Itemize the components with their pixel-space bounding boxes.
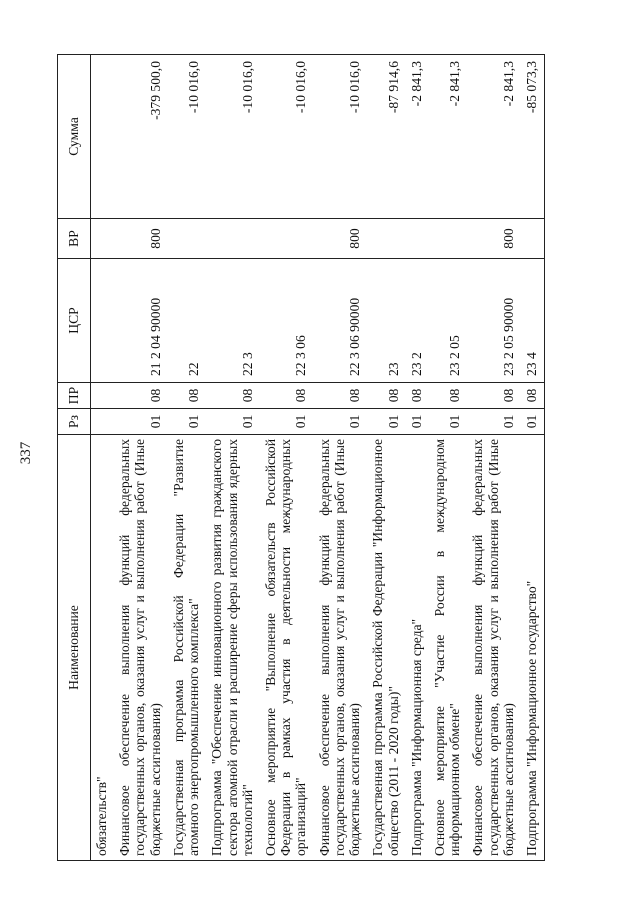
cell-csr: 22 3	[206, 259, 260, 383]
table-row	[406, 55, 429, 861]
page-number: 337	[17, 441, 34, 465]
cell-sum: -85 073,3	[521, 55, 545, 219]
cell-name: Финансовое обеспечение выполнения функций федеральных государственных органов, оказания услуг и выполнения работ (Иные бюджетные ассигнования)	[314, 435, 368, 861]
cell-name: Основное мероприятие "Участие России в международном информационном обмене"	[429, 435, 467, 861]
cell-vr: 800	[314, 219, 368, 259]
cell-sum: -10 016,0	[314, 55, 368, 219]
cell-vr	[260, 219, 314, 259]
cell-name: Финансовое обеспечение выполнения функций федеральных государственных органов, оказания услуг и выполнения работ (Иные бюджетные ассигнования)	[467, 435, 521, 861]
table-body	[91, 55, 545, 861]
header-name: Наименование	[58, 435, 91, 861]
table-row	[168, 55, 206, 861]
cell-pr: 08	[314, 383, 368, 409]
cell-csr: 22 3 06 90000	[314, 259, 368, 383]
table-row	[467, 55, 521, 861]
cell-vr: 800	[467, 219, 521, 259]
cell-csr: 22	[168, 259, 206, 383]
table-header-row	[58, 55, 91, 861]
cell-sum: -2 841,3	[429, 55, 467, 219]
cell-vr	[367, 219, 405, 259]
cell-rz: 01	[406, 409, 429, 435]
cell-csr: 22 3 06	[260, 259, 314, 383]
cell-sum: -87 914,6	[367, 55, 405, 219]
header-csr: ЦСР	[58, 259, 91, 383]
cell-sum: -10 016,0	[206, 55, 260, 219]
cell-rz: 01	[114, 409, 168, 435]
cell-pr: 08	[367, 383, 405, 409]
cell-rz: 01	[429, 409, 467, 435]
cell-pr: 08	[206, 383, 260, 409]
cell-rz: 01	[168, 409, 206, 435]
budget-table	[57, 54, 545, 861]
cell-name: обязательств"	[91, 435, 115, 861]
cell-vr	[206, 219, 260, 259]
cell-vr	[168, 219, 206, 259]
cell-pr: 08	[406, 383, 429, 409]
cell-sum: -379 500,0	[114, 55, 168, 219]
table-row	[260, 55, 314, 861]
table-row	[521, 55, 545, 861]
table-row	[314, 55, 368, 861]
cell-pr: 08	[467, 383, 521, 409]
rotated-page-content	[57, 55, 584, 861]
table-row	[429, 55, 467, 861]
cell-sum: -10 016,0	[260, 55, 314, 219]
cell-csr	[91, 259, 115, 383]
cell-csr: 23 2 05	[429, 259, 467, 383]
header-pr: ПР	[58, 383, 91, 409]
cell-sum: -2 841,3	[467, 55, 521, 219]
cell-name: Подпрограмма "Информационная среда"	[406, 435, 429, 861]
table-row	[91, 55, 115, 861]
cell-rz: 01	[260, 409, 314, 435]
header-vr: ВР	[58, 219, 91, 259]
cell-pr: 08	[260, 383, 314, 409]
cell-vr: 800	[114, 219, 168, 259]
cell-rz: 01	[367, 409, 405, 435]
header-sum: Сумма	[58, 55, 91, 219]
table-row	[114, 55, 168, 861]
cell-csr: 23 2 05 90000	[467, 259, 521, 383]
cell-name: Государственная программа Российской Федерации "Информационное общество (2011 - 2020 годы)"	[367, 435, 405, 861]
cell-csr: 21 2 04 90000	[114, 259, 168, 383]
cell-vr	[91, 219, 115, 259]
header-rz: Рз	[58, 409, 91, 435]
cell-pr: 08	[429, 383, 467, 409]
cell-sum: -2 841,3	[406, 55, 429, 219]
cell-name: Финансовое обеспечение выполнения функций федеральных государственных органов, оказания услуг и выполнения работ (Иные бюджетные ассигнования)	[114, 435, 168, 861]
cell-name: Государственная программа Российской Федерации "Развитие атомного энергопромышленного комплекса"	[168, 435, 206, 861]
cell-rz: 01	[521, 409, 545, 435]
cell-name: Подпрограмма "Обеспечение инновационного развития гражданского сектора атомной отрасли и расширение сферы использования ядерных технологий"	[206, 435, 260, 861]
cell-sum: -10 016,0	[168, 55, 206, 219]
cell-vr	[429, 219, 467, 259]
cell-csr: 23 2	[406, 259, 429, 383]
cell-vr	[521, 219, 545, 259]
cell-pr: 08	[168, 383, 206, 409]
cell-pr	[91, 383, 115, 409]
cell-rz: 01	[206, 409, 260, 435]
cell-rz: 01	[314, 409, 368, 435]
cell-csr: 23 4	[521, 259, 545, 383]
cell-pr: 08	[521, 383, 545, 409]
cell-sum	[91, 55, 115, 219]
cell-name: Подпрограмма "Информационное государство"	[521, 435, 545, 861]
cell-vr	[406, 219, 429, 259]
cell-csr: 23	[367, 259, 405, 383]
cell-rz	[91, 409, 115, 435]
cell-name: Основное мероприятие "Выполнение обязательств Российской Федерации в рамках участия в деятельности международных организаций"	[260, 435, 314, 861]
cell-rz: 01	[467, 409, 521, 435]
cell-pr: 08	[114, 383, 168, 409]
table-row	[367, 55, 405, 861]
table-row	[206, 55, 260, 861]
